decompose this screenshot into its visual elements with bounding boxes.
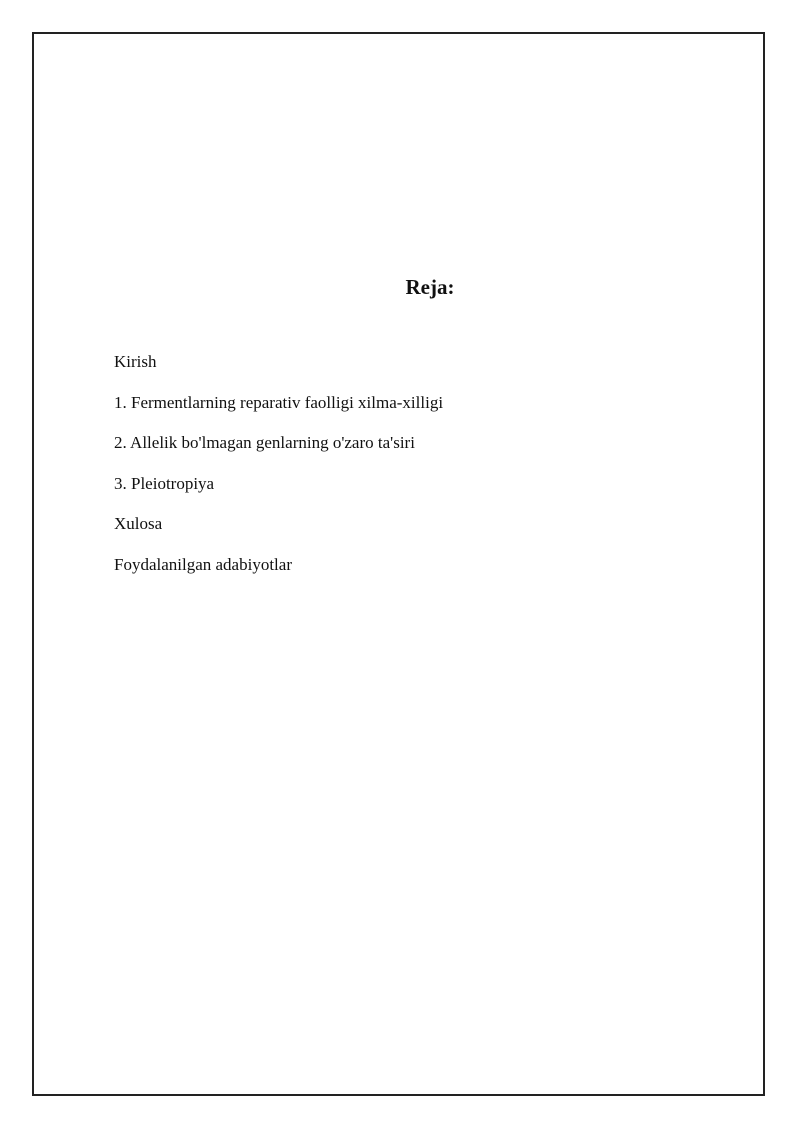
toc-item-3: 3. Pleiotropiya xyxy=(114,473,215,493)
toc-item-2: 2. Allelik bo'lmagan genlarning o'zaro ta'siri xyxy=(114,433,415,452)
toc-item-1: 1. Fermentlarning reparativ faolligi xilma-xilligi xyxy=(114,392,444,412)
toc-item-conclusion: Xulosa xyxy=(114,514,163,533)
table-of-contents xyxy=(114,351,443,594)
toc-item-references: Foydalanilgan adabiyotlar xyxy=(114,554,292,574)
plan-title: Reja: xyxy=(405,275,455,299)
toc-item-introduction: Kirish xyxy=(114,352,157,371)
